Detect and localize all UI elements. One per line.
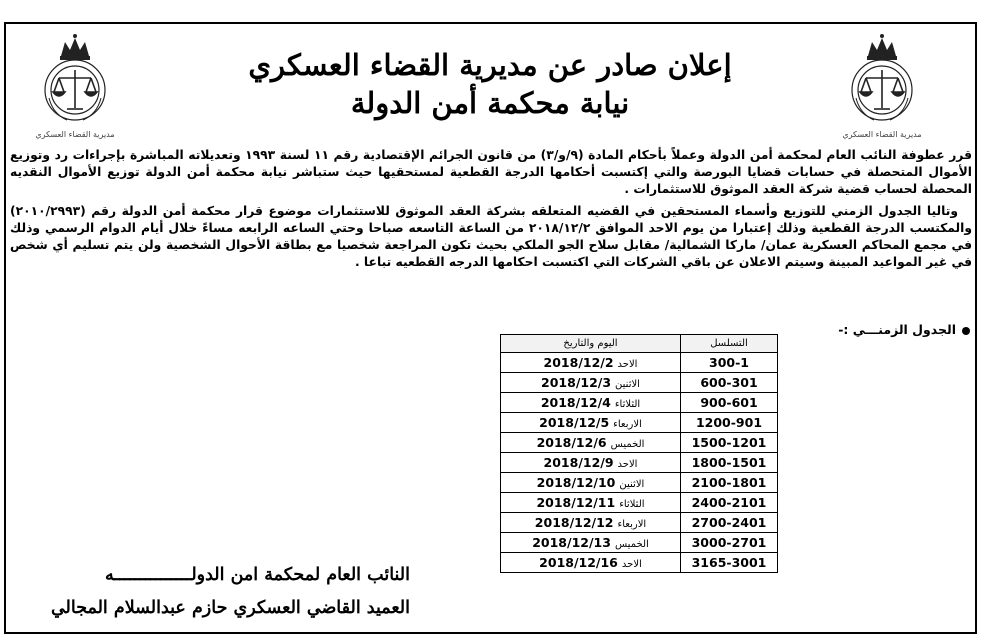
day-name: الاثنين xyxy=(619,479,645,490)
scales-of-justice-icon xyxy=(35,28,115,128)
date-cell xyxy=(501,373,681,393)
date-cell xyxy=(501,533,681,553)
announcement-title: إعلان صادر عن مديرية القضاء العسكري xyxy=(248,48,732,82)
day-name: الاحد xyxy=(617,359,638,370)
table-row xyxy=(501,493,778,513)
day-name: الثلاثاء xyxy=(619,499,645,510)
table-row xyxy=(501,453,778,473)
date-value: 2018/12/16 xyxy=(539,555,618,570)
table-row xyxy=(501,553,778,573)
date-value: 2018/12/12 xyxy=(534,515,614,530)
table-row xyxy=(501,433,778,453)
serial-cell: 300-1 xyxy=(681,353,778,373)
signatory-name: العميد القاضي العسكري حازم عبدالسلام المجالي xyxy=(50,598,410,618)
date-cell xyxy=(501,393,681,413)
table-row xyxy=(501,413,778,433)
schedule-intro-paragraph: وتاليا الجدول الزمني للتوزيع وأسماء المستحقين في القضيه المتعلقه بشركة العقد الموثوق للاستثمارات موضوع قرار محكمة أمن الدولة رقم (٢٠١٠/٢٩٩٣) والمكتسب الدرجة القطعية وذلك إعتبارا من يوم الاحد الموافق ٢٠١٨/١٢/٢ من الساعة التاسعه صباحا وحتي الساعه الرابعه مساءً خلال أيام الدوام الرسمي وذلك في مجمع المحاكم العسكرية عمان/ ماركا الشمالية/ مقابل سلاح الجو الملكي بحيث تكون المراجعة شخصيا مع بطاقة الأحوال الشخصية ولن يتم تسليم أي شخص في غير المواعيد المبينة وسيتم الاعلان عن باقي الشركات التي اكتسبت احكامها الدرجه القطعيه تباعا . xyxy=(10,204,972,269)
seal-caption: مديرية القضاء العسكري xyxy=(842,130,922,139)
serial-cell: 1800-1501 xyxy=(681,453,778,473)
serial-cell: 3165-3001 xyxy=(681,553,778,573)
decision-paragraph: قرر عطوفة النائب العام لمحكمة أمن الدولة وعملاً بأحكام المادة (٩/و/٣) من قانون الجرائم الإقتصادية رقم ١١ لسنة ١٩٩٣ وتعديلاته المباشرة بإجراءات رد وتوزيع الأموال المتحصلة في حسابات قضايا البورصة والتي إكتسبت أحكامها الدرجة القطعية لمستحقيها حيث ستباشر نيابة محكمة أمن الدولة توزيع الأموال النقديه المحصلة لحساب قضية شركة العقد الموثوق للاستثمارات . xyxy=(10,148,973,196)
seal-caption: مديرية القضاء العسكري xyxy=(35,130,115,139)
date-cell xyxy=(501,453,681,473)
day-name: الاحد xyxy=(617,459,638,470)
date-value: 2018/12/3 xyxy=(541,375,612,390)
date-cell xyxy=(501,473,681,493)
serial-cell: 2400-2101 xyxy=(681,493,778,513)
serial-cell: 600-301 xyxy=(681,373,778,393)
date-value: 2018/12/9 xyxy=(543,455,614,470)
serial-cell: 2700-2401 xyxy=(681,513,778,533)
table-row xyxy=(501,513,778,533)
date-cell xyxy=(501,353,681,373)
scales-of-justice-icon xyxy=(842,28,922,128)
date-value: 2018/12/5 xyxy=(539,415,610,430)
serial-cell: 1200-901 xyxy=(681,413,778,433)
day-name: الاثنين xyxy=(615,379,640,390)
date-value: 2018/12/2 xyxy=(543,355,614,370)
date-value: 2018/12/13 xyxy=(532,535,611,550)
table-row xyxy=(501,473,778,493)
table-row xyxy=(501,393,778,413)
signatory-title: النائب العام لمحكمة امن الدولـــــــــــــــه xyxy=(105,565,410,585)
date-cell xyxy=(501,513,681,533)
day-name: الاحد xyxy=(621,559,642,570)
distribution-schedule-table xyxy=(500,334,778,573)
schedule-heading xyxy=(805,322,970,337)
date-cell xyxy=(501,493,681,513)
table-row xyxy=(501,353,778,373)
day-name: الخميس xyxy=(610,439,645,450)
serial-cell: 2100-1801 xyxy=(681,473,778,493)
date-cell xyxy=(501,553,681,573)
date-cell xyxy=(501,413,681,433)
table-header-row xyxy=(501,335,778,353)
column-header-serial: التسلسل xyxy=(681,335,778,353)
announcement-subtitle: نيابة محكمة أمن الدولة xyxy=(350,86,630,120)
serial-cell: 900-601 xyxy=(681,393,778,413)
bullet-icon xyxy=(962,327,970,335)
date-value: 2018/12/11 xyxy=(536,495,616,510)
table-row xyxy=(501,533,778,553)
day-name: الثلاثاء xyxy=(614,399,641,410)
table-body xyxy=(501,353,778,573)
day-name: الاربعاء xyxy=(617,519,647,530)
date-value: 2018/12/4 xyxy=(540,395,611,410)
serial-cell: 3000-2701 xyxy=(681,533,778,553)
date-value: 2018/12/10 xyxy=(536,475,616,490)
day-name: الخميس xyxy=(614,539,649,550)
table-row xyxy=(501,373,778,393)
date-cell xyxy=(501,433,681,453)
schedule-heading-text: الجدول الزمنـــي :- xyxy=(838,322,956,337)
date-value: 2018/12/6 xyxy=(536,435,607,450)
military-judiciary-seal-left xyxy=(35,28,115,140)
column-header-date: اليوم والتاريخ xyxy=(501,335,681,353)
serial-cell: 1500-1201 xyxy=(681,433,778,453)
military-judiciary-seal-right xyxy=(842,28,922,140)
day-name: الاربعاء xyxy=(613,419,642,430)
